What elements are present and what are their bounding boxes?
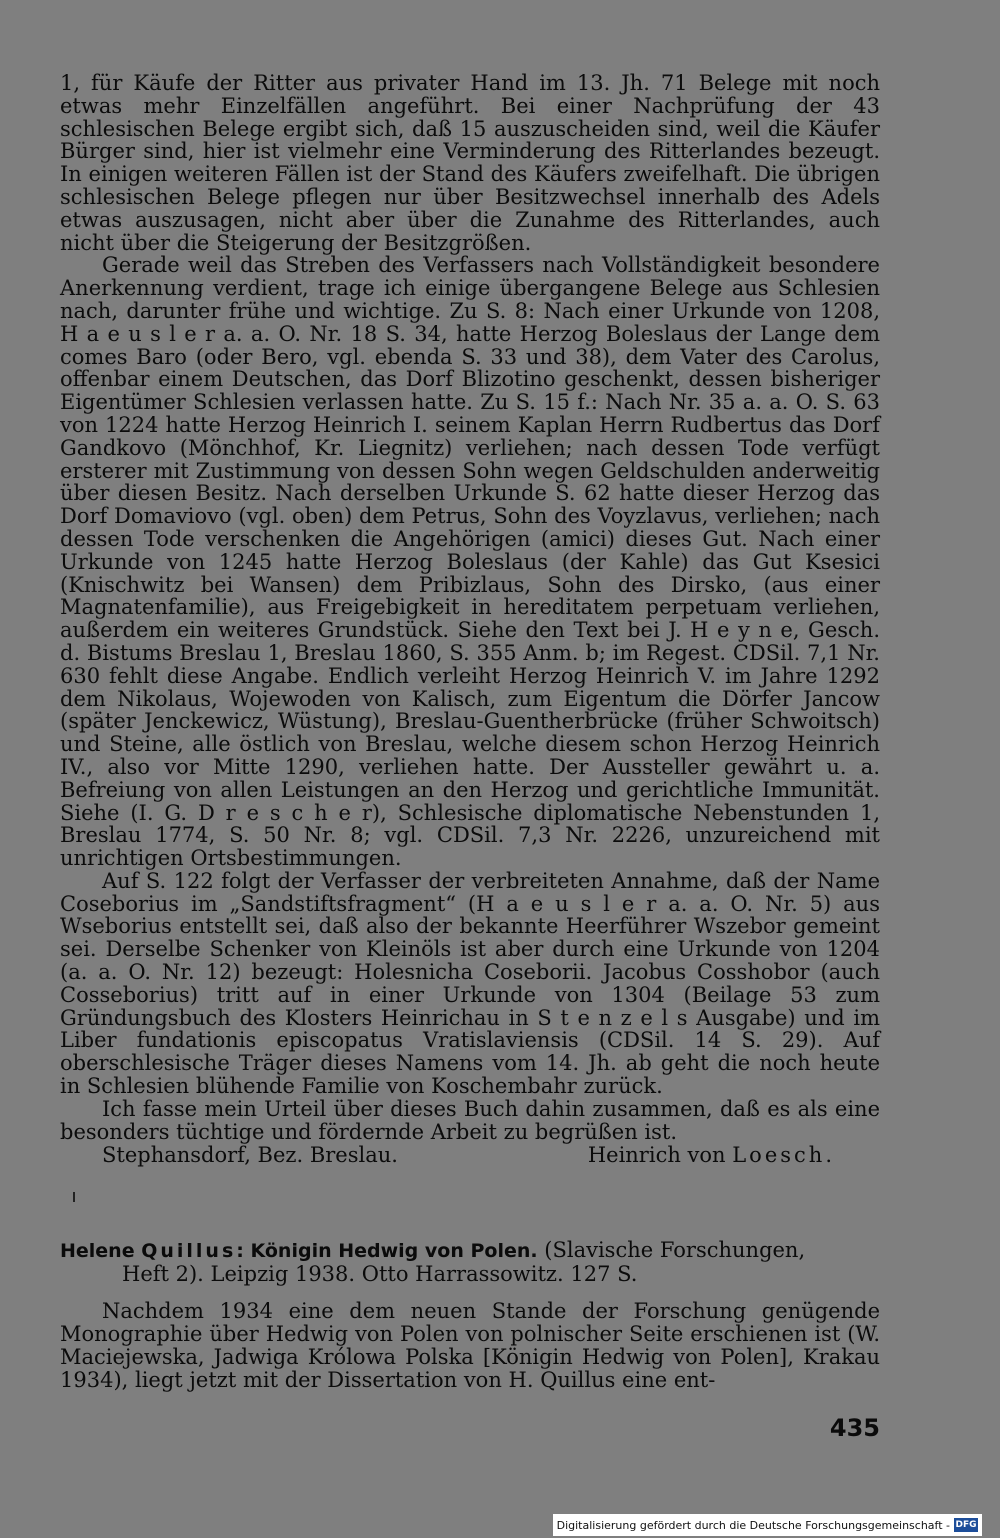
- paragraph-3: Auf S. 122 folgt der Verfasser der verbreiteten Annahme, daß der Name Coseborius im „Sandstiftsfragment“ (H a e u s l e r a. a. O. Nr. 5) aus Wseborius entstellt sei, daß also der bekannte Heerführer Wszebor gemeint sei. Derselbe Schenker von Kleinöls ist aber durch eine Urkunde von 1204 (a. a. O. Nr. 12) bezeugt: Holesnicha Coseborii. Jacobus Cosshobor (auch Cosseborius) tritt auf in einer Urkunde von 1304 (Beilage 53 zum Gründungsbuch des Klosters Heinrichau in S t e n z e l s Ausgabe) und im Liber fundationis episcopatus Vratislaviensis (CDSil. 14 S. 29). Auf oberschlesische Träger dieses Namens vom 14. Jh. ab geht die noch heute in Schlesien blühende Familie von Koschembahr zurück.: [60, 868, 880, 1099]
- footer-text: Digitalisierung gefördert durch die Deutsche Forschungsgemeinschaft -: [556, 1518, 950, 1532]
- footer-banner: [553, 1514, 982, 1536]
- heading-series: (Slavische Forschungen,: [537, 1238, 806, 1262]
- paragraph-1: 1, für Käufe der Ritter aus privater Hand im 13. Jh. 71 Belege mit noch etwas mehr Einzelfällen angeführt. Bei einer Nachprüfung der 43 schlesischen Belege ergibt sich, daß 15 auszuscheiden sind, weil die Käufer Bürger sind, hier ist vielmehr eine Verminderung des Ritterlandes bezeugt. In einigen weiteren Fällen ist der Stand des Käufers zweifelhaft. Die übrigen schlesischen Belege pflegen nur über Besitzwechsel innerhalb des Adels etwas auszusagen, nicht aber über die Zunahme des Ritterlandes, auch nicht über die Steigerung der Besitzgrößen.: [60, 71, 880, 255]
- heading-book-title: : Königin Hedwig von Polen.: [236, 1240, 538, 1262]
- author-surname: Loesch.: [732, 1143, 835, 1168]
- page-number: 435: [829, 1414, 880, 1442]
- review-heading-line1: [60, 1239, 880, 1263]
- heading-author-last: Quillus: [141, 1240, 237, 1262]
- signature-line: [60, 1144, 880, 1167]
- paragraph-2: Gerade weil das Streben des Verfassers nach Vollständigkeit besondere Anerkennung verdient, trage ich einige übergangene Belege aus Schlesien nach, darunter frühe und wichtige. Zu S. 8: Nach einer Urkunde von 1208, H a e u s l e r a. a. O. Nr. 18 S. 34, hatte Herzog Boleslaus der Lange dem comes Baro (oder Bero, vgl. ebenda S. 33 und 38), dem Vater des Carolus, offenbar einem Deutschen, das Dorf Blizotino geschenkt, dessen bisheriger Eigentümer Schlesien verlassen hatte. Zu S. 15 f.: Nach Nr. 35 a. a. O. S. 63 von 1224 hatte Herzog Heinrich I. seinem Kaplan Herrn Rudbertus das Dorf Gandkovo (Mönchhof, Kr. Liegnitz) verliehen; nach dessen Tode verfügt ersterer mit Zustimmung von dessen Sohn wegen Geldschulden anderweitig über diesen Besitz. Nach derselben Urkunde S. 62 hatte dieser Herzog das Dorf Domaviovo (vgl. oben) dem Petrus, Sohn des Voyzlavus, verliehen; nach dessen Tode verschenken die Angehörigen (amici) dieses Gut. Nach einer Urkunde von 1245 hatte Herzog Boleslaus (der Kahle) das Gut Ksesici (Knischwitz bei Wansen) dem Pribizlaus, Sohn des Dirsko, (aus einer Magnatenfamilie), aus Freigebigkeit in hereditatem perpetuam verliehen, außerdem ein weiteres Grundstück. Siehe den Text bei J. H e y n e, Gesch. d. Bistums Breslau 1, Breslau 1860, S. 355 Anm. b; im Regest. CDSil. 7,1 Nr. 630 fehlt diese Angabe. Endlich verleiht Herzog Heinrich V. im Jahre 1292 dem Nikolaus, Wojewoden von Kalisch, zum Eigentum die Dörfer Jancow (später Jenckewicz, Wüstung), Breslau-Guentherbrücke (früher Schwoitsch) und Steine, alle östlich von Breslau, welche diesem schon Herzog Heinrich IV., also vor Mitte 1290, verliehen hatte. Der Aussteller gewährt u. a. Befreiung von allen Leistungen an den Herzog und gerichtliche Immunität. Siehe (I. G. D r e s c h e r), Schlesische diplomatische Nebenstunden 1, Breslau 1774, S. 50 Nr. 8; vgl. CDSil. 7,3 Nr. 2226, unzureichend mit unrichtigen Ortsbestimmungen.: [60, 253, 880, 871]
- review2-text: [60, 1300, 880, 1392]
- signature-place: Stephansdorf, Bez. Breslau.: [102, 1143, 398, 1168]
- review-text-block: [60, 72, 880, 1167]
- print-mark: [73, 1192, 75, 1202]
- review2-paragraph: Nachdem 1934 eine dem neuen Stande der Forschung genügende Monographie über Hedwig von Polen von polnischer Seite erschienen ist (W. Maciejewska, Jadwiga Królowa Polska [Königin Hedwig von Polen], Krakau 1934), liegt jetzt mit der Dissertation von H. Quillus eine ent-: [60, 1299, 880, 1392]
- review-heading-line2: Heft 2). Leipzig 1938. Otto Harrassowitz. 127 S.: [122, 1262, 638, 1286]
- heading-author-first: Helene: [60, 1240, 142, 1262]
- dfg-logo-icon: DFG: [955, 1520, 977, 1530]
- author-prefix: Heinrich von: [587, 1143, 733, 1168]
- paragraph-4: Ich fasse mein Urteil über dieses Buch dahin zusammen, daß es als eine besonders tüchtige und fördernde Arbeit zu begrüßen ist.: [60, 1096, 880, 1144]
- signature-author: [588, 1144, 835, 1167]
- review-heading: [60, 1239, 880, 1286]
